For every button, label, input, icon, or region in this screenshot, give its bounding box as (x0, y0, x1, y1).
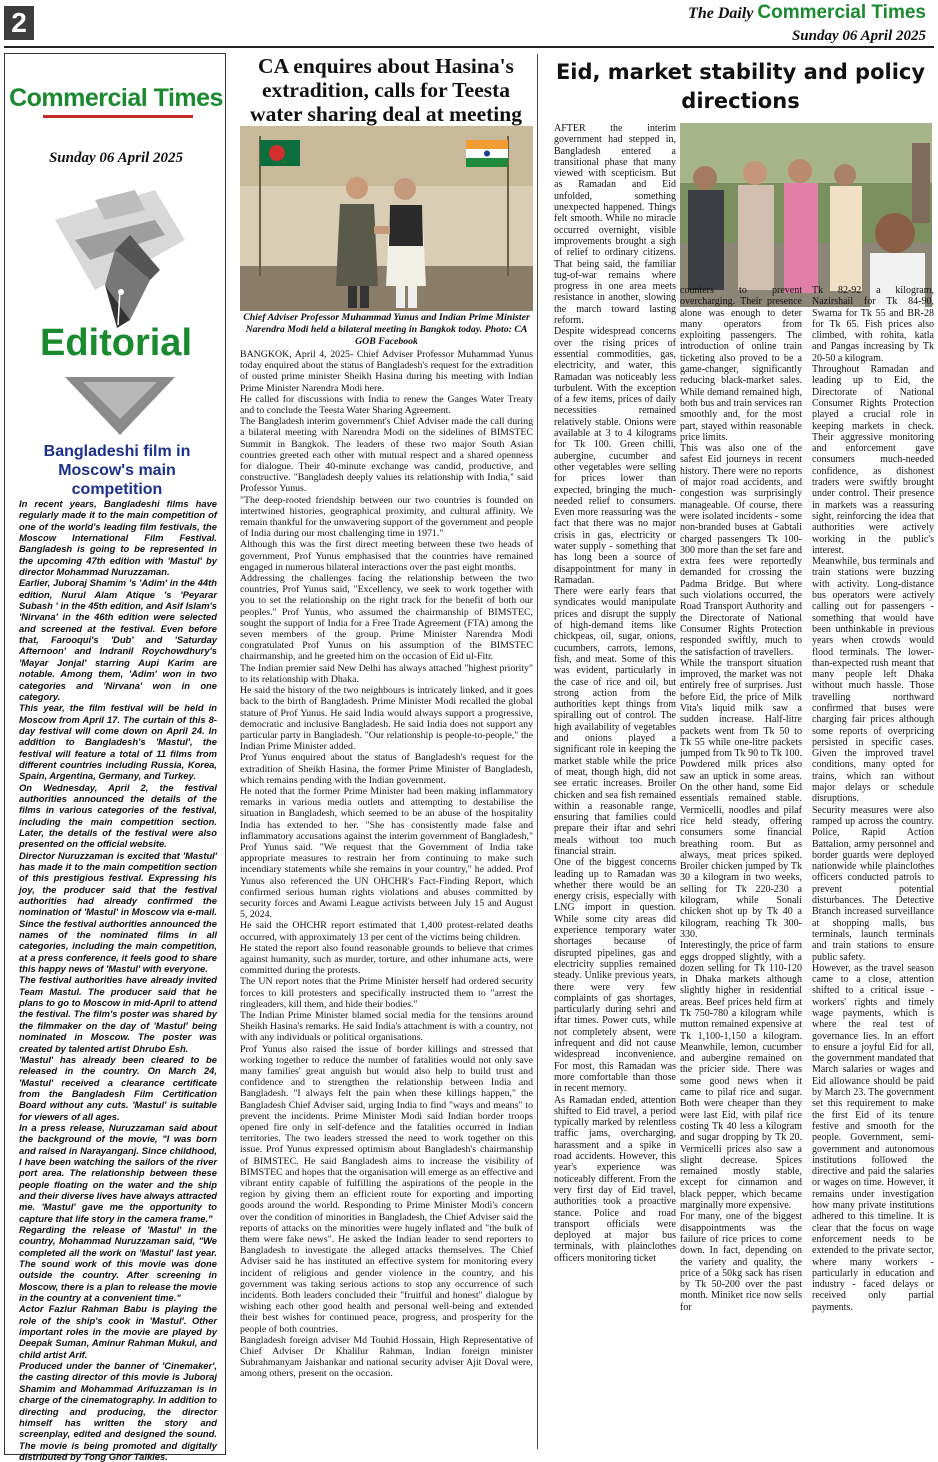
right-paragraph: However, as the travel season came to a close, attention shifted to a critical issue - workers' rights and timely wage payments, which is where the real test of governance lies. In an effort to ensure a joyful Eid for all, the government mandated that March salaries or wages and Eid allowance should be paid by March 23. The government set this requirement to make the first Eid of its tenure festive and smooth for the people. Government, semi-government and autonomous institutions followed the directive and paid the salaries or wages on time. However, it remains under investigation how many private institutions adhered to this timeline. It is clear that the focus on wage enforcement needs to be extended to the private sector, where many workers - particularly in education and industry - faced delays or received only partial payments. (812, 962, 934, 1313)
right-article-column-2 (680, 285, 802, 1313)
middle-paragraph: Bangladesh foreign adviser Md Touhid Hossain, High Representative of Chief Adviser Dr Khalilur Rahman, Indian foreign minister Subrahmanyam Jaishankar and national security adviser Ajit Doval were, among others, present on the occasion. (240, 1334, 533, 1380)
middle-article-body (240, 349, 533, 1380)
right-paragraph: counters to prevent overcharging. Their presence alone was enough to deter many operators from exploiting passengers. The introduction of online train ticketing also proved to be a game-changer, significantly reducing black-market sales. While demand remained high, both bus and train services ran smoothly and, for the most part, stayed within reasonable price limits. (680, 285, 802, 443)
middle-paragraph: He stated the report also found reasonable grounds to believe that crimes against humanity, such as murder, torture, and other inhumane acts, were committed during the protests. (240, 942, 533, 977)
right-paragraph: Interestingly, the price of farm eggs dropped slightly, with a dozen selling for Tk 110-120 in Dhaka markets although slightly higher in residential areas. Beef prices held firm at Tk 750-780 a kilogram while mutton remained expensive at Tk 1,100-1,150 a kilogram. Meanwhile, lemon, cucumber and aubergine remained on the pricier side. There was some good news when it came to pilaf rice and sugar. Both were cheaper than they were last Eid, with pilaf rice costing Tk 40 less a kilogram and sugar dropping by Tk 20. Vermicelli prices also saw a slight decrease. Spices remained mostly stable, except for cinnamon and black pepper, which became marginally more expensive. (680, 940, 802, 1212)
right-paragraph: AFTER the interim government had stepped in, Bangladesh entered a transitional phase that many viewed with scepticism. But as Ramadan and Eid unfolded, something unexpected happened. Things felt smooth. While no miracle occurred overnight, visible improvements brought a sigh of relief to ordinary citizens. That being said, the familiar tug-of-war remains where progress in one area meets resistance in another, slowing the march toward lasting reform. (554, 123, 676, 327)
middle-paragraph: "The deep-rooted friendship between our two countries is founded on intertwined histories, geographical proximity, and cultural affinity. We remain thankful for the unwavering support of the government and people of India during our most challenging time in 1971." (240, 494, 533, 540)
header-date: Sunday 06 April 2025 (791, 28, 926, 44)
right-paragraph: One of the biggest concerns leading up to Ramadan was whether there would be an energy crisis, especially with LNG import in question. While some city areas did experience temporary water shortages because of disrupted pipelines, gas and electricity supplies remained steady. Unlike previous years, there were very few complaints of gas shortages, particularly during sehri and iftar times. Power cuts, while not completely absent, were infrequent and did not cause widespread inconvenience. For most, this Ramadan was more comfortable than those in recent memory. (554, 857, 676, 1095)
sidebar-paragraph: Actor Fazlur Rahman Babu is playing the role of the ship's cook in 'Mastul'. Other important roles in the movie are played by Deepak Suman, Aminur Rahman Mukul, and child artist Arif. (19, 1303, 217, 1360)
masthead-name: Commercial Times (757, 2, 926, 23)
middle-paragraph: BANGKOK, April 4, 2025- Chief Adviser Professor Muhammad Yunus today enquired about the status of Bangladesh's request for the extradition of ousted prime minister Sheikh Hasina during his meeting with Indian Prime Minister Narendra Modi here. (240, 349, 533, 394)
sidebar-paragraph: In a press release, Nuruzzaman said about the background of the movie, "I was born and raised in Narayanganj. Since childhood, I have been watching the sailors of the river port area. The relationship between these people floating on the water and the ship and their diverse lives have always attracted me. 'Mastul' gave me the opportunity to capture that life story in the camera frame." (19, 1121, 218, 1224)
right-paragraph: Despite widespread concerns over the rising prices of essential commodities, gas, electricity, and water, this Ramadan was noticeably less turbulent. With the exception of a few items, prices of daily necessities remained relatively stable. Onions were available at 3 to 4 kilograms for Tk 100. Green chilli, aubergine, cucumber and other vegetables were selling for prices lower than expected, bringing the much-needed relief to consumers. Even more reassuring was the fact that there was no major crisis in gas, electricity or water supply - something that has long been a source of disappointment for many in Ramadan. (554, 326, 676, 586)
column-divider (537, 54, 538, 1449)
sidebar-paragraph: 'Mastul' has already been cleared to be released in the country. On March 24, 'Mastul' received a clearance certificate from the Bangladesh Film Certification Board without any cuts. 'Mastul' is suitable for viewers of all ages. (19, 1053, 217, 1122)
middle-paragraph: The Indian Prime Minister blamed social media for the tensions around Sheikh Hasina's remarks. He said India's attachment is with a country, not with any individuals or political organisations. (240, 1009, 533, 1044)
chevron-down-icon (65, 377, 175, 437)
masthead-the: The Daily (688, 5, 754, 22)
right-article-column-3 (812, 285, 934, 1313)
section-title-editorial: Editorial (39, 322, 193, 364)
crowd-photo (680, 123, 932, 307)
right-paragraph: While the transport situation improved, the market was not entirely free of surprises. Just before Eid, the price of Milk Vita's liquid milk saw a sudden increase. Half-litre packets went from Tk 50 to Tk 55 while one-litre packets jumped from Tk 90 to Tk 100. Powdered milk prices also saw an uptick in some areas. On the other hand, some Eid essentials remained stable. Vermicelli, noodles and pilaf rice held steady, offering consumers some financial breathing room. But as always, meat prices spiked. Broiler chicken jumped by Tk 30 a kilogram in two weeks, selling for Tk 220-230 a kilogram, while Sonali chicken shot up by Tk 40 a kilogram, reaching Tk 300-330. (680, 657, 802, 940)
right-paragraph: For many, one of the biggest disappointments was the failure of rice prices to come down. In fact, depending on the variety and quality, the price of a 50kg sack has risen by Tk 50-200 over the past month. Miniket rice now sells for (680, 1211, 802, 1313)
masthead (688, 2, 926, 45)
middle-paragraph: He called for discussions with India to renew the Ganges Water Treaty and to conclude the Teesta Water Sharing Agreement. (240, 393, 533, 417)
right-paragraph: Throughout Ramadan and leading up to Eid, the Directorate of National Consumer Rights Protection played a crucial role in keeping markets in check. Their aggressive monitoring and enforcement gave consumers much-needed confidence, as dishonest traders were swiftly brought under control. Their presence in markets was a reassuring sight, reinforcing the idea that authorities were actively working in the public's interest. (812, 364, 934, 556)
middle-paragraph: Prof Yunus enquired about the status of Bangladesh's request for the extradition of Sheikh Hasina, the former Prime Minister of Bangladesh, which remains pending with the Indian government. (240, 752, 533, 786)
middle-paragraph: He noted that the former Prime Minister had been making inflammatory remarks in various media outlets and attempting to destabilise the situation in Bangladesh, which seemed to be an abuse of the hospitality India has extended to her. "She has consistently made false and inflammatory accusations against the interim government of Bangladesh," Prof Yunus said. "We request that the Government of India take appropriate measures to restrain her from continuing to make such incendiary statements while she remains in your country," he added. Prof Yunus also referenced the UN OHCHR's Fact-Finding Report, which confirmed serious human rights violations and abuses committed by security forces and Awami League activists between July 15 and August 5, 2024. (240, 785, 533, 921)
sidebar-paragraph: Earlier, Juboraj Shamim 's 'Adim' in the 44th edition, Nurul Alam Atique 's 'Peyarar Subash ' in the 45th edition, and Asif Islam's 'Nirvana' in the 46th edition were selected and screened at the festival. Even before that, Farooqui's 'Dub' and 'Saturday Afternoon' and Indranil Roychowdhury's 'Mayar Jonjal' starring Aupi Karim are notable. Among them, 'Adim' won in two categories and 'Nirvana' won in one category. (19, 577, 217, 702)
page-number: 2 (4, 6, 34, 40)
sidebar-logo: Commercial Times (9, 84, 223, 112)
sidebar-logo-underline (43, 115, 193, 118)
photo-caption: Chief Adviser Professor Muhammad Yunus and Indian Prime Minister Narendra Modi held a bilateral meeting in Bangkok today. Photo: CA GOB Facebook (243, 312, 530, 347)
sidebar-paragraph: Produced under the banner of 'Cinemaker', the casting director of this movie is Juboraj Shamim and Mohammad Arifuzzaman is in charge of the cinematography. In addition to directing and producing, the director himself has written the story and screenplay, edited and designed the sound. The movie is being promoted and digitally distributed by Tong Ghor Talkies. (19, 1360, 217, 1462)
sidebar-paragraph: This year, the film festival will be held in Moscow from April 17. The curtain of this 8-day festival will come down on April 24. In addition to Bangladesh's 'Mastul', the festival will feature a total of 11 films from different countries including Russia, Korea, Spain, Argentina, Germany, and Turkey. (19, 702, 217, 782)
middle-paragraph: Addressing the challenges facing the relationship between the two countries, Prof Yunus said, "Excellency, we seek to work together with you to set the relationship on the right track for the benefit of both our peoples." Prof Yunus, who assumed the chairmanship of BIMSTEC, sought the support of India for a Free Trade Agreement (FTA) among the seven members of the group. Prime Minister Narendra Modi congratulated Prof Yunus on his assumption of the BIMSTEC chairmanship, and he greeted him on the occasion of Eid ul-Fitr. (240, 573, 533, 663)
middle-paragraph: He said the history of the two neighbours is intricately linked, and it goes back to the birth of Bangladesh. Prime Minister Modi recalled the global stature of Prof Yunus. He said India would always support a progressive, democratic and inclusive Bangladesh. He said India does not support any particular party in Bangladesh. "Our relationship is people-to-people," the Indian Prime Minister added. (240, 685, 533, 753)
sidebar-paragraph: On Wednesday, April 2, the festival authorities announced the details of the films in various categories of the festival, including the main competition section. Later, the details of the festival were also presented on the official website. (19, 781, 217, 850)
right-paragraph: There were early fears that syndicates would manipulate prices and disrupt the supply of high-demand items like chickpeas, oil, sugar, onions, cucumbers, carrots, lemons, fish, and meat. Some of this was evident, particularly in the case of rice and oil, but strong action from the authorities kept things from spiralling out of control. The high availability of vegetables and onions played a significant role in keeping the market stable while the price of meat, though high, did not see erratic increases. Broiler chicken and sea fish remained within a reasonable range, ensuring that families could prepare their iftar and sehri meals without too much financial strain. (554, 586, 676, 857)
sidebar-paragraph: The festival authorities have already invited Team Mastul. The producer said that he plans to go to Moscow in mid-April to attend the festival. The film's poster was shared by the filmmaker on the day of 'Mastul' being nominated in Moscow. The poster was created by talented artist Dhrubo Esh. (19, 974, 217, 1054)
right-paragraph: Meanwhile, bus terminals and train stations were buzzing with activity. Long-distance bus operators were actively calling out for passengers - something that would have been unthinkable in previous years when crowds would flood terminals. The lower-than-expected rush meant that many people left Dhaka without much hassle. Those travelling northward confirmed that buses were charging fair prices although some reports of overpricing persisted in specific cases. Given the improved travel conditions, many opted for trains, which ran without major delays or schedule disruptions. (812, 556, 934, 805)
sidebar-headline: Bangladeshi film in Moscow's main competition (43, 443, 191, 498)
right-paragraph: As Ramadan ended, attention shifted to Eid travel, a period typically marked by relentless traffic jams, overcharging, harassment and a spike in road accidents. However, this year's experience was noticeably different. From the very first day of Eid travel, authorities took a proactive stance. Police and road transport officials were deployed at major bus terminals, with plainclothes officers monitoring ticket (554, 1094, 676, 1264)
right-paragraph: Security measures were also ramped up across the country. Police, Rapid Action Battalion, army personnel and border guards were deployed nationwide while plainclothes officers conducted patrols to prevent potential disturbances. The Detective Branch increased surveillance at shopping malls, bus terminals, launch terminals and train stations to ensure public safety. (812, 804, 934, 963)
middle-paragraph: Prof Yunus also raised the issue of border killings and stressed that working together to reduce the number of fatalities would not only save many families' great anguish but would also help to build trust and confidence and to strengthen the relationship between India and Bangladesh. "I always felt the pain when these killings happen," the Bangladesh Chief Adviser said, urging India to find "ways and means" to prevent the incidents. Prime Minister Modi said Indian border troops opened fire only in self-defence and the fatalities occurred in Indian territories. The two leaders stressed the need to work together on this issue. Prof Yunus expressed optimism about Bangladesh's chairmanship of BIMSTEC. He said Bangladesh aims to increase the visibility of BIMSTEC and hopes that the organisation will emerge as an effective and vibrant entity capable of fulfilling the aspirations of the people in the region by giving them an efficient route for exporting and importing goods around the world. Responding to Prime Minister Modi's concern over the condition of minorities in Bangladesh, the Chief Adviser said the reports of attacks on the minorities were hugely inflated and "the bulk of them were fake news". He asked the Indian leader to send reporters to Bangladesh to investigate the alleged attacks themselves. The Chief Adviser said he has instituted an effective system for monitoring every incident of religious and gender violence in the country, and his government was taking serious actions to stop any occurrence of such incidents. Both leaders concluded their "fruitful and honest" dialogue by wishing each other good health and personal well-being and extended their best wishes for continued peace, progress, and prosperity for the people of both countries. (240, 1043, 533, 1335)
middle-paragraph: The Bangladesh interim government's Chief Adviser made the call during a bilateral meeting with Narendra Modi on the sidelines of BIMSTEC Summit in Bangkok. The leaders of these two major South Asian countries greeted each other with mutual respect and a shared openness for dialogue. Their 40-minute exchange was candid, productive, and constructive. "Bangladesh deeply values its relationship with India," said Professor Yunus. (240, 416, 533, 495)
sidebar-article-body (19, 498, 217, 1462)
right-article-column-1 (554, 123, 676, 1443)
middle-paragraph: The UN report notes that the Prime Minister herself had ordered security forces to kill protesters and specifically instructed them to "arrest the ringleaders, kill them, and hide their bodies." (240, 976, 533, 1010)
fountain-pen-icon (35, 180, 205, 330)
sidebar-date: Sunday 06 April 2025 (48, 150, 184, 166)
sidebar-paragraph: In recent years, Bangladeshi films have regularly made it to the main competition of one of the world's leading film festivals, the Moscow International Film Festival. Bangladesh is going to be represented in the upcoming 47th edition with 'Mastul' by director Mohammad Nuruzzaman. (19, 498, 217, 578)
sidebar-paragraph: Regarding the release of 'Mastul' in the country, Mohammad Nuruzzaman said, "We completed all the work on 'Mastul' last year. The sound work of this movie was done outside the country. After screening in Moscow, there is a plan to release the movie in the country at a convenient time." (19, 1224, 217, 1304)
sidebar-paragraph: Director Nuruzzaman is excited that 'Mastul' has made it to the main competition section of this prestigious festival. Expressing his joy, the producer said that the festival authorities had already confirmed the nomination of 'Mastul' in Moscow via e-mail. Since the festival authorities announced the names of the nominated films in all categories, including the main competition, at a press conference, it feels good to share this happy news of 'Mastul' with everyone. (19, 849, 217, 975)
right-paragraph: This was also one of the safest Eid journeys in recent history. There were no reports of major road accidents, and congestion was surprisingly manageable. Of course, there were isolated incidents - some non-branded buses at Gabtali charged passengers Tk 100-300 more than the set fare and extra fees were reportedly demanded for crossing the Padma Bridge. But where such violations occurred, the Road Transport Authority and the Directorate of National Consumer Rights Protection responded swiftly, much to the satisfaction of travellers. (680, 443, 802, 658)
meeting-photo (240, 126, 533, 311)
middle-paragraph: Although this was the first direct meeting between these two heads of government, Prof Yunus emphasised that the countries have remained engaged in numerous bilateral interactions over the past eight months. (240, 539, 533, 573)
right-paragraph: Tk 82-92 a kilogram, Nazirshail for Tk 84-90, Swarna for Tk 55 and BR-28 for Tk 65. Fish prices also climbed, with rohita, katla and Pangas increasing by Tk 20-50 a kilogram. (812, 285, 934, 364)
middle-headline: CA enquires about Hasina's extradition, calls for Teesta water sharing deal at meeting (250, 54, 522, 126)
middle-paragraph: The Indian premier said New Delhi has always attached "highest priority" to its relationship with Dhaka. (240, 662, 533, 685)
right-headline: Eid, market stability and policy directions (555, 60, 926, 113)
header-rule (4, 46, 934, 48)
middle-paragraph: He said the OHCHR report estimated that 1,400 protest-related deaths occurred, with approximately 13 per cent of the victims being children. (240, 920, 533, 943)
editorial-sidebar (4, 53, 226, 1462)
